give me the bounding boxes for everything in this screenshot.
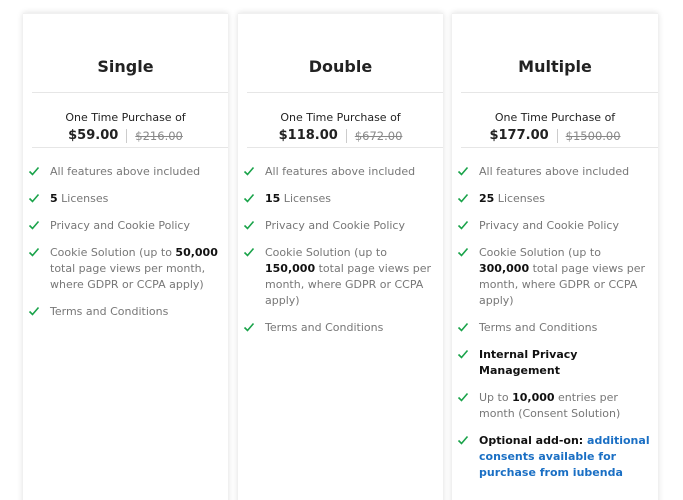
check-icon bbox=[457, 321, 469, 333]
divider bbox=[461, 147, 658, 148]
check-icon bbox=[457, 165, 469, 177]
feature-item: Terms and Conditions bbox=[238, 320, 443, 336]
check-icon bbox=[28, 192, 40, 204]
feature-item: Privacy and Cookie Policy bbox=[452, 218, 658, 234]
price-block bbox=[23, 111, 228, 145]
check-icon bbox=[243, 165, 255, 177]
feature-item: Terms and Conditions bbox=[23, 304, 228, 320]
feature-item: 25 Licenses bbox=[452, 191, 658, 207]
divider bbox=[247, 92, 443, 93]
price-separator bbox=[557, 129, 558, 143]
feature-item: Optional add-on: additional consents available for purchase from iubenda bbox=[452, 433, 658, 481]
plan-card-multiple bbox=[452, 13, 658, 500]
divider bbox=[247, 147, 443, 148]
divider bbox=[32, 92, 228, 93]
price-block bbox=[238, 111, 443, 145]
check-icon bbox=[243, 246, 255, 258]
feature-item: 15 Licenses bbox=[238, 191, 443, 207]
feature-item: Terms and Conditions bbox=[452, 320, 658, 336]
plan-title: Double bbox=[308, 57, 373, 76]
check-icon bbox=[457, 219, 469, 231]
old-price: $1500.00 bbox=[565, 129, 621, 143]
check-icon bbox=[28, 305, 40, 317]
check-icon bbox=[243, 192, 255, 204]
price: $59.00 bbox=[68, 128, 119, 143]
check-icon bbox=[457, 434, 469, 446]
feature-item: All features above included bbox=[452, 164, 658, 180]
feature-item: Cookie Solution (up to 50,000 total page views per month, where GDPR or CCPA apply) bbox=[23, 245, 228, 293]
check-icon bbox=[457, 391, 469, 403]
check-icon bbox=[457, 246, 469, 258]
plan-title: Multiple bbox=[518, 57, 592, 76]
feature-list bbox=[238, 164, 443, 347]
price-block bbox=[452, 111, 658, 145]
feature-item: All features above included bbox=[23, 164, 228, 180]
old-price: $216.00 bbox=[135, 129, 183, 143]
feature-item: Cookie Solution (up to 150,000 total page views per month, where GDPR or CCPA apply) bbox=[238, 245, 443, 309]
feature-item: Up to 10,000 entries per month (Consent Solution) bbox=[452, 390, 658, 422]
plan-card-double bbox=[238, 13, 443, 500]
feature-item: 5 Licenses bbox=[23, 191, 228, 207]
price: $177.00 bbox=[489, 128, 549, 143]
feature-item: Cookie Solution (up to 300,000 total page views per month, where GDPR or CCPA apply) bbox=[452, 245, 658, 309]
check-icon bbox=[243, 219, 255, 231]
check-icon bbox=[457, 348, 469, 360]
check-icon bbox=[457, 192, 469, 204]
plan-title: Single bbox=[97, 57, 154, 76]
purchase-label: One Time Purchase of bbox=[494, 111, 616, 124]
old-price: $672.00 bbox=[354, 129, 403, 143]
feature-list bbox=[452, 164, 658, 492]
check-icon bbox=[28, 246, 40, 258]
check-icon bbox=[243, 321, 255, 333]
purchase-label: One Time Purchase of bbox=[280, 111, 401, 124]
addon-link[interactable]: additional consents available for purchase from iubenda bbox=[479, 434, 650, 479]
divider bbox=[461, 92, 658, 93]
feature-item: Privacy and Cookie Policy bbox=[238, 218, 443, 234]
purchase-label: One Time Purchase of bbox=[65, 111, 186, 124]
price-separator bbox=[126, 129, 127, 143]
feature-item: Internal Privacy Management bbox=[452, 347, 658, 379]
feature-item: All features above included bbox=[238, 164, 443, 180]
check-icon bbox=[28, 165, 40, 177]
divider bbox=[32, 147, 228, 148]
plan-card-single bbox=[23, 13, 228, 500]
check-icon bbox=[28, 219, 40, 231]
feature-list bbox=[23, 164, 228, 331]
price-separator bbox=[346, 129, 347, 143]
feature-item: Privacy and Cookie Policy bbox=[23, 218, 228, 234]
price: $118.00 bbox=[278, 128, 338, 143]
